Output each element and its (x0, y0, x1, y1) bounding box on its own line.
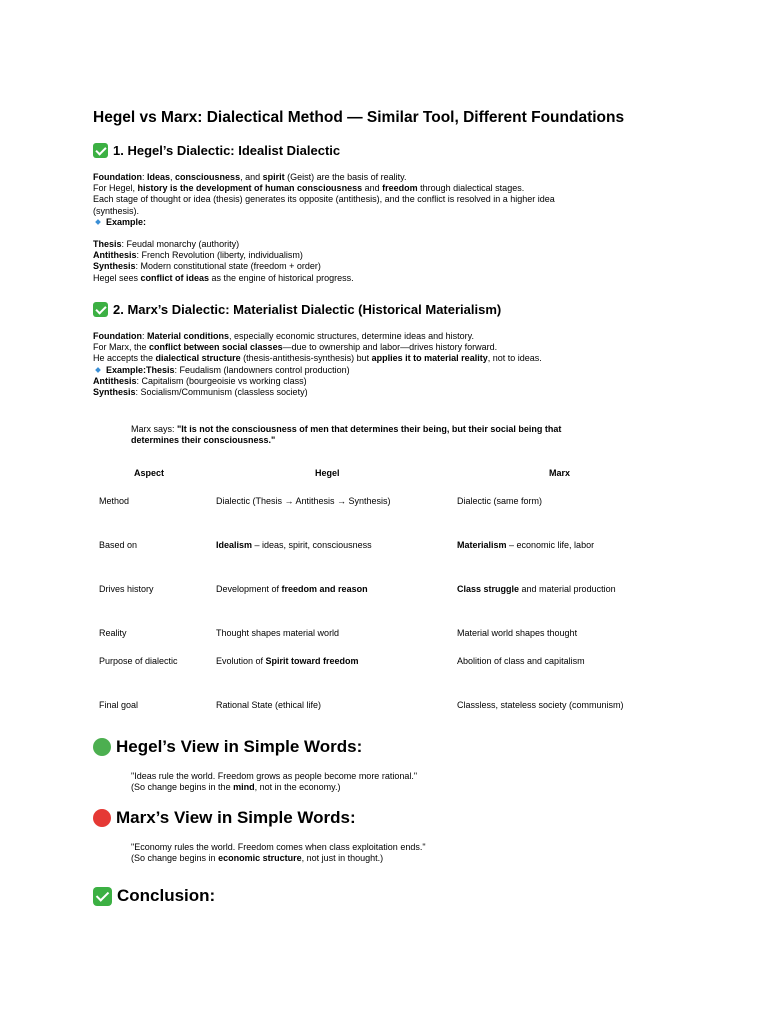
table-cell-aspect: Purpose of dialectic (99, 656, 178, 666)
section1-heading-text: 1. Hegel’s Dialectic: Idealist Dialectic (113, 143, 341, 158)
section1-line4: (synthesis). (93, 205, 140, 216)
table-cell-aspect: Drives history (99, 584, 154, 594)
table-cell-aspect: Based on (99, 540, 138, 550)
marx-simple-body (131, 842, 426, 864)
section2-body (93, 331, 653, 398)
conclusion-heading-text: Conclusion: (117, 886, 216, 905)
section2-heading-text: 2. Marx’s Dialectic: Materialist Dialectic (Historical Materialism) (113, 302, 502, 317)
table-header-hegel: Hegel (315, 468, 340, 478)
table-cell-marx: Classless, stateless society (communism) (457, 700, 624, 710)
red-circle-icon (93, 809, 111, 827)
section2-example: Example:Thesis: Feudalism (landowners control production) (93, 365, 653, 376)
table-cell-aspect: Final goal (99, 700, 139, 710)
section2-antithesis: Antithesis: Capitalism (bourgeoisie vs working class) (93, 375, 307, 386)
section2-heading (93, 302, 501, 317)
section1-line3: Each stage of thought or idea (thesis) generates its opposite (antithesis), and the conflict is resolved in a higher idea (93, 194, 555, 205)
section2-synthesis: Synthesis: Socialism/Communism (classless society) (93, 387, 308, 398)
table-cell-marx: Abolition of class and capitalism (457, 656, 585, 666)
section1-example: Example: (93, 217, 653, 228)
table-cell-hegel: Idealism – ideas, spirit, consciousness (216, 540, 372, 550)
diamond-bullet-icon (95, 219, 101, 225)
table-header-marx: Marx (549, 468, 571, 478)
table-cell-marx: Material world shapes thought (457, 628, 578, 638)
conclusion-heading (93, 886, 215, 906)
table-cell-hegel: Dialectic (Thesis → Antithesis → Synthesis) (216, 496, 391, 506)
marx-simple-line2: (So change begins in economic structure, not just in thought.) (131, 853, 384, 863)
check-mark-icon (93, 887, 112, 906)
marx-simple-heading (93, 808, 356, 828)
diamond-bullet-icon (95, 367, 101, 373)
marx-quote: Marx says: "It is not the consciousness of men that determines their being, but their social being that determines their consciousness." (131, 424, 562, 446)
green-circle-icon (93, 738, 111, 756)
check-mark-icon (93, 143, 108, 158)
table-header-aspect: Aspect (134, 468, 165, 478)
table-cell-aspect: Reality (99, 628, 127, 638)
section1-antithesis: Antithesis: French Revolution (liberty, individualism) (93, 250, 303, 261)
table-cell-hegel: Rational State (ethical life) (216, 700, 322, 710)
table-cell-marx: Materialism – economic life, labor (457, 540, 595, 550)
section2-line2: For Marx, the conflict between social classes—due to ownership and labor—drives history forward. (93, 342, 498, 353)
hegel-simple-body (131, 771, 417, 793)
section1-line2: For Hegel, history is the development of human consciousness and freedom through dialectical stages. (93, 183, 525, 194)
marx-simple-line1: "Economy rules the world. Freedom comes when class exploitation ends." (131, 842, 426, 852)
table-cell-hegel: Evolution of Spirit toward freedom (216, 656, 359, 666)
section1-heading (93, 143, 340, 158)
table-cell-marx: Dialectic (same form) (457, 496, 543, 506)
section1-line1: Foundation: Ideas, consciousness, and spirit (Geist) are the basis of reality. (93, 172, 407, 182)
section2-line1: Foundation: Material conditions, especially economic structures, determine ideas and history. (93, 331, 474, 341)
section2-line3: He accepts the dialectical structure (thesis-antithesis-synthesis) but applies it to material reality, not to ideas. (93, 353, 542, 364)
table-cell-aspect: Method (99, 496, 130, 506)
table-cell-hegel: Development of freedom and reason (216, 584, 368, 594)
section1-line8: Hegel sees conflict of ideas as the engine of historical progress. (93, 272, 354, 283)
section1-body (93, 172, 653, 284)
page-title: Hegel vs Marx: Dialectical Method — Similar Tool, Different Foundations (93, 109, 625, 126)
hegel-simple-line1: "Ideas rule the world. Freedom grows as people become more rational." (131, 771, 418, 781)
section1-thesis: Thesis: Feudal monarchy (authority) (93, 239, 240, 250)
check-mark-icon (93, 302, 108, 317)
hegel-simple-heading-text: Hegel’s View in Simple Words: (116, 737, 363, 756)
marx-simple-heading-text: Marx’s View in Simple Words: (116, 808, 356, 827)
hegel-simple-line2: (So change begins in the mind, not in the economy.) (131, 782, 341, 792)
table-cell-hegel: Thought shapes material world (216, 628, 340, 638)
hegel-simple-heading (93, 737, 362, 757)
table-cell-marx: Class struggle and material production (457, 584, 616, 594)
section1-synthesis: Synthesis: Modern constitutional state (freedom + order) (93, 261, 321, 272)
